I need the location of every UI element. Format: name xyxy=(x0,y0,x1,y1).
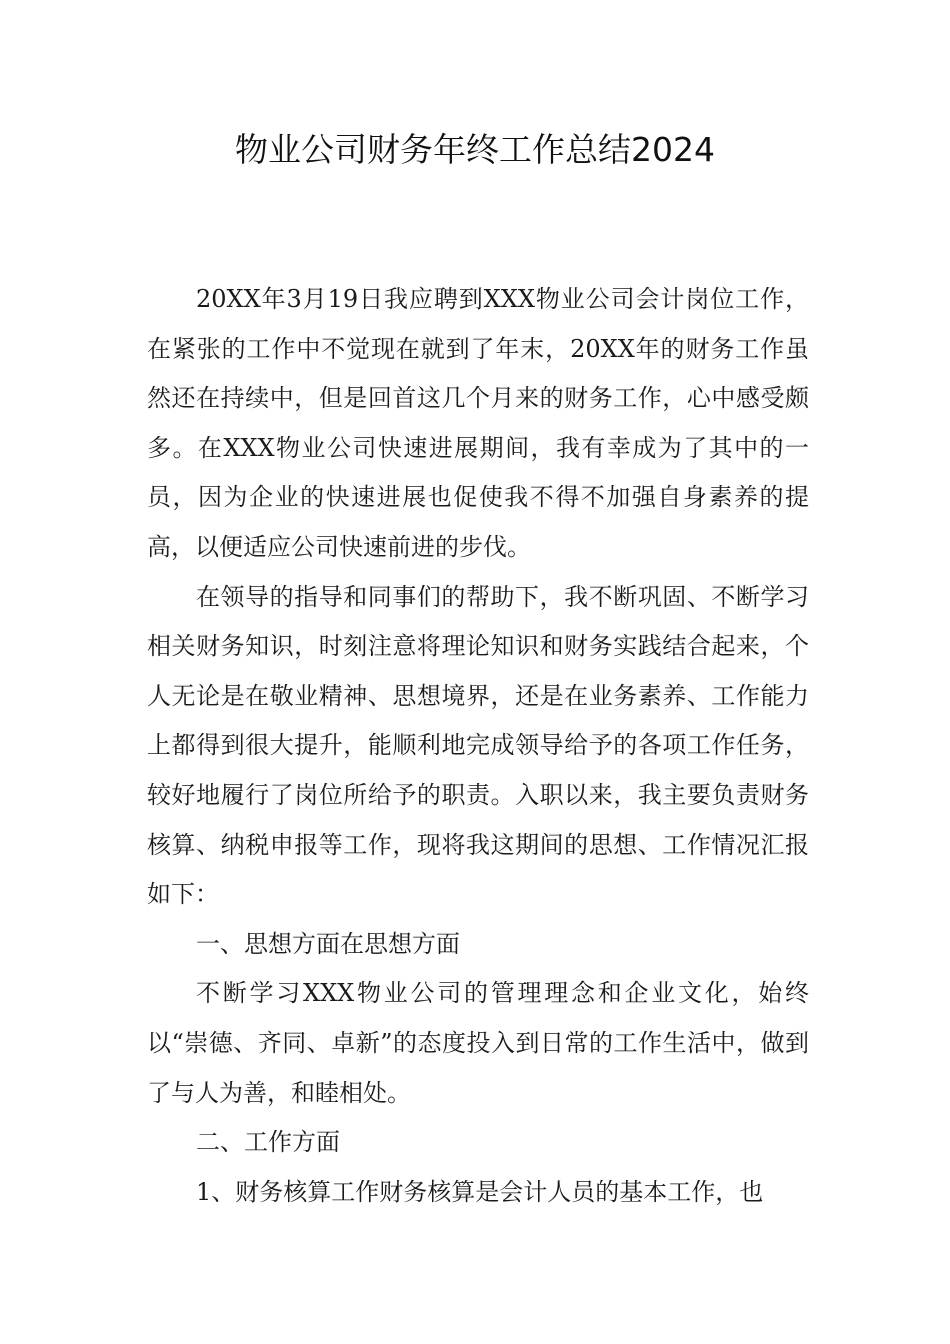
section-heading-work: 二、工作方面 xyxy=(196,1128,340,1157)
document-title: 物业公司财务年终工作总结2024 xyxy=(235,130,715,169)
paragraph-intro: 20XX年3月19日我应聘到XXX物业公司会计岗位工作，在紧张的工作中不觉现在就到了年末，20XX年的财务工作虽然还在持续中，但是回首这几个月来的财务工作，心中感受颇多。在XXX物业公司快速进展期间，我有幸成为了其中的一员，因为企业的快速进展也促使我不得不加强自身素养的提高，以便适应公司快速前进的步伐。 xyxy=(147,285,809,561)
paragraph-accounting: 1、财务核算工作财务核算是会计人员的基本工作，也 xyxy=(196,1177,764,1206)
section-heading-thought: 一、思想方面在思想方面 xyxy=(196,929,460,958)
paragraph-learning: 在领导的指导和同事们的帮助下，我不断巩固、不断学习相关财务知识，时刻注意将理论知识和财务实践结合起来，个人无论是在敬业精神、思想境界，还是在业务素养、工作能力上都得到很大提升，能顺利地完成领导给予的各项工作任务，较好地履行了岗位所给予的职责。入职以来，我主要负责财务核算、纳税申报等工作，现将我这期间的思想、工作情况汇报如下： xyxy=(147,582,809,909)
paragraph-thought: 不断学习XXX物业公司的管理理念和企业文化，始终以“崇德、齐同、卓新”的态度投入到日常的工作生活中，做到了与人为善，和睦相处。 xyxy=(147,979,809,1107)
document-body xyxy=(147,275,809,1217)
